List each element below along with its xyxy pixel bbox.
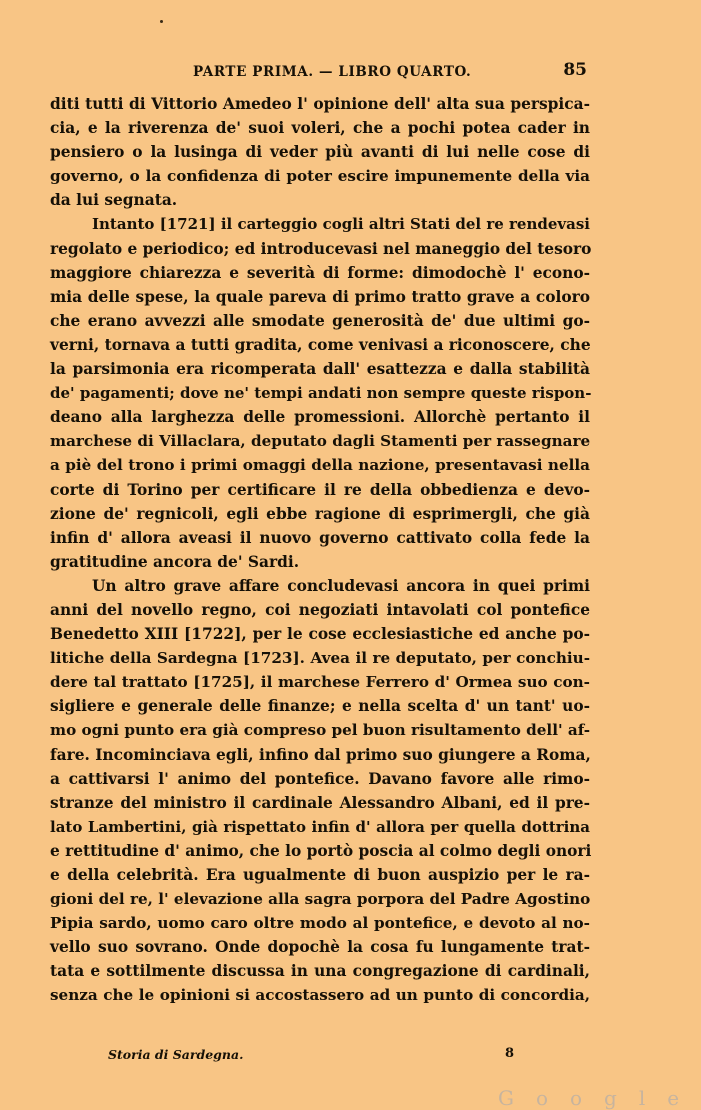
text-line: sigliere e generale delle finanze; e nella scelta d' un tant' uo- (50, 697, 590, 716)
running-head-title: PARTE PRIMA. — LIBRO QUARTO. (193, 64, 472, 80)
text-line: diti tutti di Vittorio Amedeo l' opinione dell' alta sua perspica- (50, 95, 590, 113)
text-line: che erano avvezzi alle smodate generosità de' due ultimi go- (50, 311, 590, 330)
text-line: mo ogni punto era già compreso pel buon risultamento dell' af- (50, 721, 591, 740)
text-line: lato Lambertini, già rispettato infin d' allora per quella dottrina (50, 817, 590, 836)
text-line: gioni del re, l' elevazione alla sagra porpora del Padre Agostino (50, 890, 591, 909)
ink-speck (160, 20, 163, 23)
text-line: stranze del ministro il cardinale Alessandro Albani, ed il pre- (50, 793, 590, 812)
text-line: la parsimonia era ricomperata dall' esattezza e dalla stabilità (50, 360, 590, 379)
text-line: vello suo sovrano. Onde dopochè la cosa fu lungamente trat- (50, 938, 590, 957)
text-line: gratitudine ancora de' Sardi. (50, 552, 300, 571)
text-line: Intanto [1721] il carteggio cogli altri Stati del re rendevasi (92, 215, 590, 234)
text-line: regolato e periodico; ed introducevasi nel maneggio del tesoro (50, 239, 592, 258)
text-line: Pipia sardo, uomo caro oltre modo al pontefice, e devoto al no- (50, 914, 590, 933)
sheet-number: 8 (505, 1046, 515, 1061)
text-line: a cattivarsi l' animo del pontefice. Davano favore alle rimo- (50, 769, 590, 788)
text-line: de' pagamenti; dove ne' tempi andati non sempre queste rispon- (50, 384, 592, 403)
text-line: verni, tornava a tutti gradita, come venivasi a riconoscere, che (50, 335, 591, 354)
running-head (50, 60, 590, 86)
text-line: dere tal trattato [1725], il marchese Ferrero d' Ormea suo con- (50, 673, 590, 692)
text-line: litiche della Sardegna [1723]. Avea il re deputato, per conchiu- (50, 649, 590, 668)
text-line: zione de' regnicoli, egli ebbe ragione di esprimergli, che già (50, 504, 590, 523)
text-line: Un altro grave affare concludevasi ancora in quei primi (92, 576, 590, 595)
text-line: marchese di Villaclara, deputato dagli Stamenti per rassegnare (50, 432, 591, 451)
text-line: anni del novello regno, coi negoziati intavolati col pontefice (50, 600, 590, 619)
text-line: tata e sottilmente discussa in una congregazione di cardinali, (50, 962, 590, 981)
text-line: pensiero o la lusinga di veder più avanti di lui nelle cose di (50, 143, 590, 162)
text-line: a piè del trono i primi omaggi della nazione, presentavasi nella (50, 456, 590, 475)
text-line: governo, o la confidenza di poter escire impunemente della via (50, 167, 590, 186)
text-line: deano alla larghezza delle promessioni. Allorchè pertanto il (50, 408, 590, 427)
scan-watermark: Google (498, 1086, 701, 1110)
text-line: e rettitudine d' animo, che lo portò poscia al colmo degli onori (50, 841, 592, 860)
text-line: cia, e la riverenza de' suoi voleri, che a pochi potea cader in (50, 119, 590, 138)
text-line: e della celebrità. Era ugualmente di buon auspizio per le ra- (50, 866, 590, 884)
text-line: fare. Incominciava egli, infino dal primo suo giungere a Roma, (50, 745, 591, 764)
body-text (50, 92, 590, 1008)
text-line: infin d' allora aveasi il nuovo governo cattivato colla fede la (50, 528, 590, 547)
text-line: senza che le opinioni si accostassero ad un punto di concordia, (50, 986, 590, 1005)
page-footer (50, 1046, 590, 1066)
footer-signature: Storia di Sardegna. (108, 1047, 244, 1062)
text-line: da lui segnata. (50, 191, 178, 210)
text-line: maggiore chiarezza e severità di forme: dimodochè l' econo- (50, 263, 590, 282)
text-line: corte di Torino per certificare il re della obbedienza e devo- (50, 480, 590, 499)
text-line: Benedetto XIII [1722], per le cose ecclesiastiche ed anche po- (50, 625, 590, 644)
text-line: mia delle spese, la quale pareva di primo tratto grave a coloro (50, 287, 590, 306)
page-number: 85 (563, 60, 587, 80)
